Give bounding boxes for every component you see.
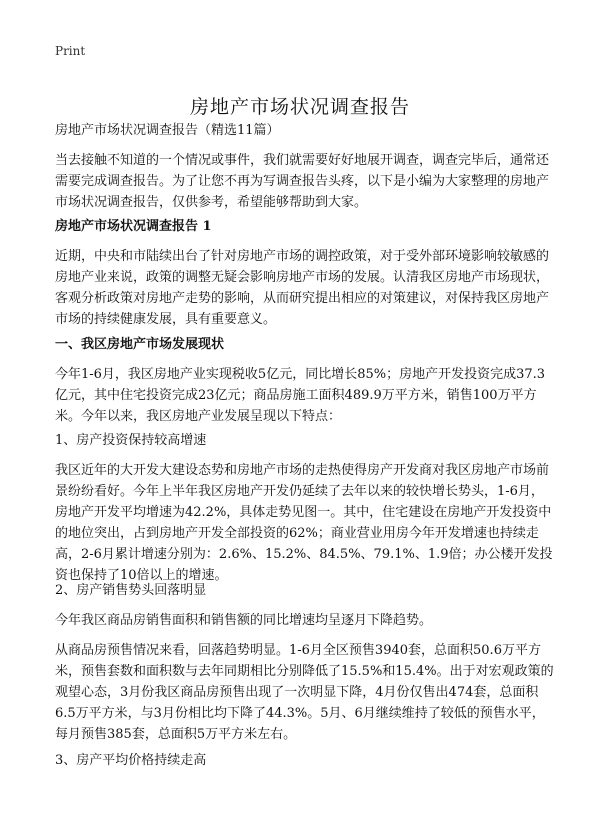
subtitle: 房地产市场状况调查报告（精选11篇） <box>55 123 280 138</box>
subheading-2: 2、房产销售势头回落明显 <box>55 583 207 598</box>
paragraph-4: 今年我区商品房销售面积和销售额的同比增速均呈逐月下降趋势。 <box>55 613 433 628</box>
paragraph-3: 我区近年的大开发大建设态势和房地产市场的走热使得房产开发商对我区房地产市场前景纷纷看好。今年上半年我区房地产开发仍延续了去年以来的较快增长势头，1-6月，房地产开发平均增速为42.2%，具体走势见图一。其中，住宅建设在房地产开发投资中的地位突出，占到房地产开发全部投资的62%；商业营业用房今年开发增速也持续走高，2-6月累计增速分别为：2.6%、15.2%、84.5%、79.1%、1.9倍；办公楼开发投资也保持了10倍以上的增速。 <box>55 463 553 583</box>
intro-paragraph: 当去接触不知道的一个情况或事件，我们就需要好好地展开调查，调查完毕后，通常还需要完成调查报告。为了让您不再为写调查报告头疼，以下是小编为大家整理的房地产市场状况调查报告，仅供参考，希望能够帮助到大家。 <box>55 153 550 210</box>
paragraph-2: 今年1-6月，我区房地产业实现税收5亿元，同比增长85%；房地产开发投资完成37.3亿元，其中住宅投资完成23亿元；商品房施工面积489.9万平方米，销售100万平方米。今年以来，我区房地产业发展呈现以下特点： <box>55 367 546 424</box>
section-heading-1: 房地产市场状况调查报告 1 <box>55 219 212 234</box>
document-title: 房地产市场状况调查报告 <box>189 95 410 118</box>
subheading-1: 1、房产投资保持较高增速 <box>55 433 207 448</box>
subheading-3: 3、房产平均价格持续走高 <box>55 753 207 768</box>
print-label[interactable]: Print <box>55 44 86 58</box>
paragraph-5: 从商品房预售情况来看，回落趋势明显。1-6月全区预售3940套，总面积50.6万平方米，预售套数和面积数与去年同期相比分别降低了15.5%和15.4%。出于对宏观政策的观望心态，3月份我区商品房预售出现了一次明显下降，4月份仅售出474套，总面积6.5万平方米，与3月份相比均下降了44.3%。5月、6月继续维持了较低的预售水平，每月预售385套，总面积5万平方米左右。 <box>55 643 554 742</box>
heading-one: 一、我区房地产市场发展现状 <box>55 337 225 352</box>
paragraph-1: 近期，中央和市陆续出台了针对房地产市场的调控政策，对于受外部环境影响较敏感的房地产业来说，政策的调整无疑会影响房地产市场的发展。认清我区房地产市场现状，客观分析政策对房地产走势的影响，从而研究提出相应的对策建议，对保持我区房地产市场的持续健康发展，具有重要意义。 <box>55 249 550 327</box>
